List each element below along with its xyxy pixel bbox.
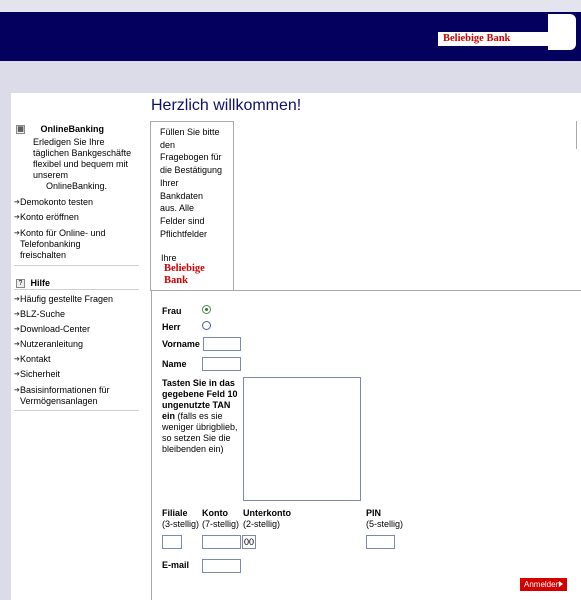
pin-label: PIN xyxy=(366,508,382,518)
email-label: E-mail xyxy=(162,560,190,570)
link-nutzeranleitung[interactable]: ➔ Nutzeranleitung xyxy=(14,339,84,349)
link-konto-eroeffnen[interactable]: ➔ Konto eröffnen xyxy=(14,212,79,222)
email-input[interactable] xyxy=(202,559,241,573)
unterkonto-input[interactable] xyxy=(242,535,256,549)
konto-input[interactable] xyxy=(202,535,241,549)
arrow-icon: ➔ xyxy=(14,371,20,378)
link-demokonto[interactable]: ➔ Demokonto testen xyxy=(14,197,94,207)
intro-text: Füllen Sie bitte den Fragebogen für die Bestätigung Ihrer Bankdaten aus. Alle Felder sind Pflichtfelder xyxy=(160,127,223,239)
frau-radio[interactable] xyxy=(202,305,211,314)
link-download-center[interactable]: ➔ Download-Center xyxy=(14,324,91,334)
divider xyxy=(14,265,139,266)
arrow-icon: ➔ xyxy=(14,356,20,363)
link-sicherheit[interactable]: ➔ Sicherheit xyxy=(14,369,61,379)
filiale-hint: (3-stellig) xyxy=(162,519,200,529)
divider xyxy=(14,410,139,411)
brand-logo: Beliebige Bank xyxy=(438,32,548,46)
vorname-label: Vorname xyxy=(162,339,200,349)
arrow-icon: ➔ xyxy=(14,230,20,237)
help-heading: ? Hilfe xyxy=(16,278,50,289)
online-banking-heading: ▦ OnlineBanking xyxy=(17,124,105,134)
arrow-icon: ➔ xyxy=(14,199,20,206)
online-banking-icon: ▦ xyxy=(17,126,24,134)
link-faq[interactable]: ➔ Häufig gestellte Fragen xyxy=(14,294,114,304)
link-freischalten[interactable]: ➔ Konto für Online- und Telefonbanking freischalten xyxy=(14,228,106,260)
filiale-label: Filiale xyxy=(162,508,188,518)
arrow-icon: ➔ xyxy=(14,296,20,303)
tan-instructions: Tasten Sie in das gegebene Feld 10 ungenutzte TAN ein (falls es sie weniger übrigblieb, so setzen Sie die bleibenden ein) xyxy=(162,378,238,454)
arrow-icon: ➔ xyxy=(14,311,20,318)
header-decoration xyxy=(548,14,576,50)
help-icon: ? xyxy=(16,279,25,288)
pin-input[interactable] xyxy=(366,535,395,549)
name-input[interactable] xyxy=(202,357,241,371)
pin-hint: (5-stellig) xyxy=(366,519,404,529)
divider xyxy=(14,289,139,290)
intro-ihre: Ihre xyxy=(161,253,177,263)
arrow-icon: ➔ xyxy=(14,326,20,333)
arrow-icon: ➔ xyxy=(14,214,20,221)
konto-hint: (7-stellig) xyxy=(202,519,240,529)
herr-label: Herr xyxy=(162,322,181,332)
top-strip xyxy=(0,0,581,12)
tan-textarea[interactable] xyxy=(243,377,361,501)
arrow-icon: ➔ xyxy=(14,387,20,394)
submit-button[interactable]: Anmelden xyxy=(520,578,567,591)
link-basisinformationen[interactable]: ➔ Basisinformationen für Vermögensanlagen xyxy=(14,385,110,406)
arrow-icon: ➔ xyxy=(14,341,20,348)
panel-border xyxy=(576,121,577,149)
frau-label: Frau xyxy=(162,306,182,316)
vorname-input[interactable] xyxy=(203,337,241,351)
play-arrow-icon xyxy=(559,581,563,587)
unterkonto-hint: (2-stellig) xyxy=(243,519,281,529)
konto-label: Konto xyxy=(202,508,228,518)
herr-radio[interactable] xyxy=(202,321,211,330)
filiale-input[interactable] xyxy=(162,535,182,549)
link-blz-suche[interactable]: ➔ BLZ-Suche xyxy=(14,309,66,319)
unterkonto-label: Unterkonto xyxy=(243,508,291,518)
name-label: Name xyxy=(162,359,187,369)
online-banking-description: Erledigen Sie Ihre täglichen Bankgeschäfte flexibel und bequem mit unserem OnlineBanking. xyxy=(33,137,132,191)
page-title: Herzlich willkommen! xyxy=(151,97,302,114)
link-kontakt[interactable]: ➔ Kontakt xyxy=(14,354,51,364)
intro-brand: Beliebige Bank xyxy=(164,263,205,286)
